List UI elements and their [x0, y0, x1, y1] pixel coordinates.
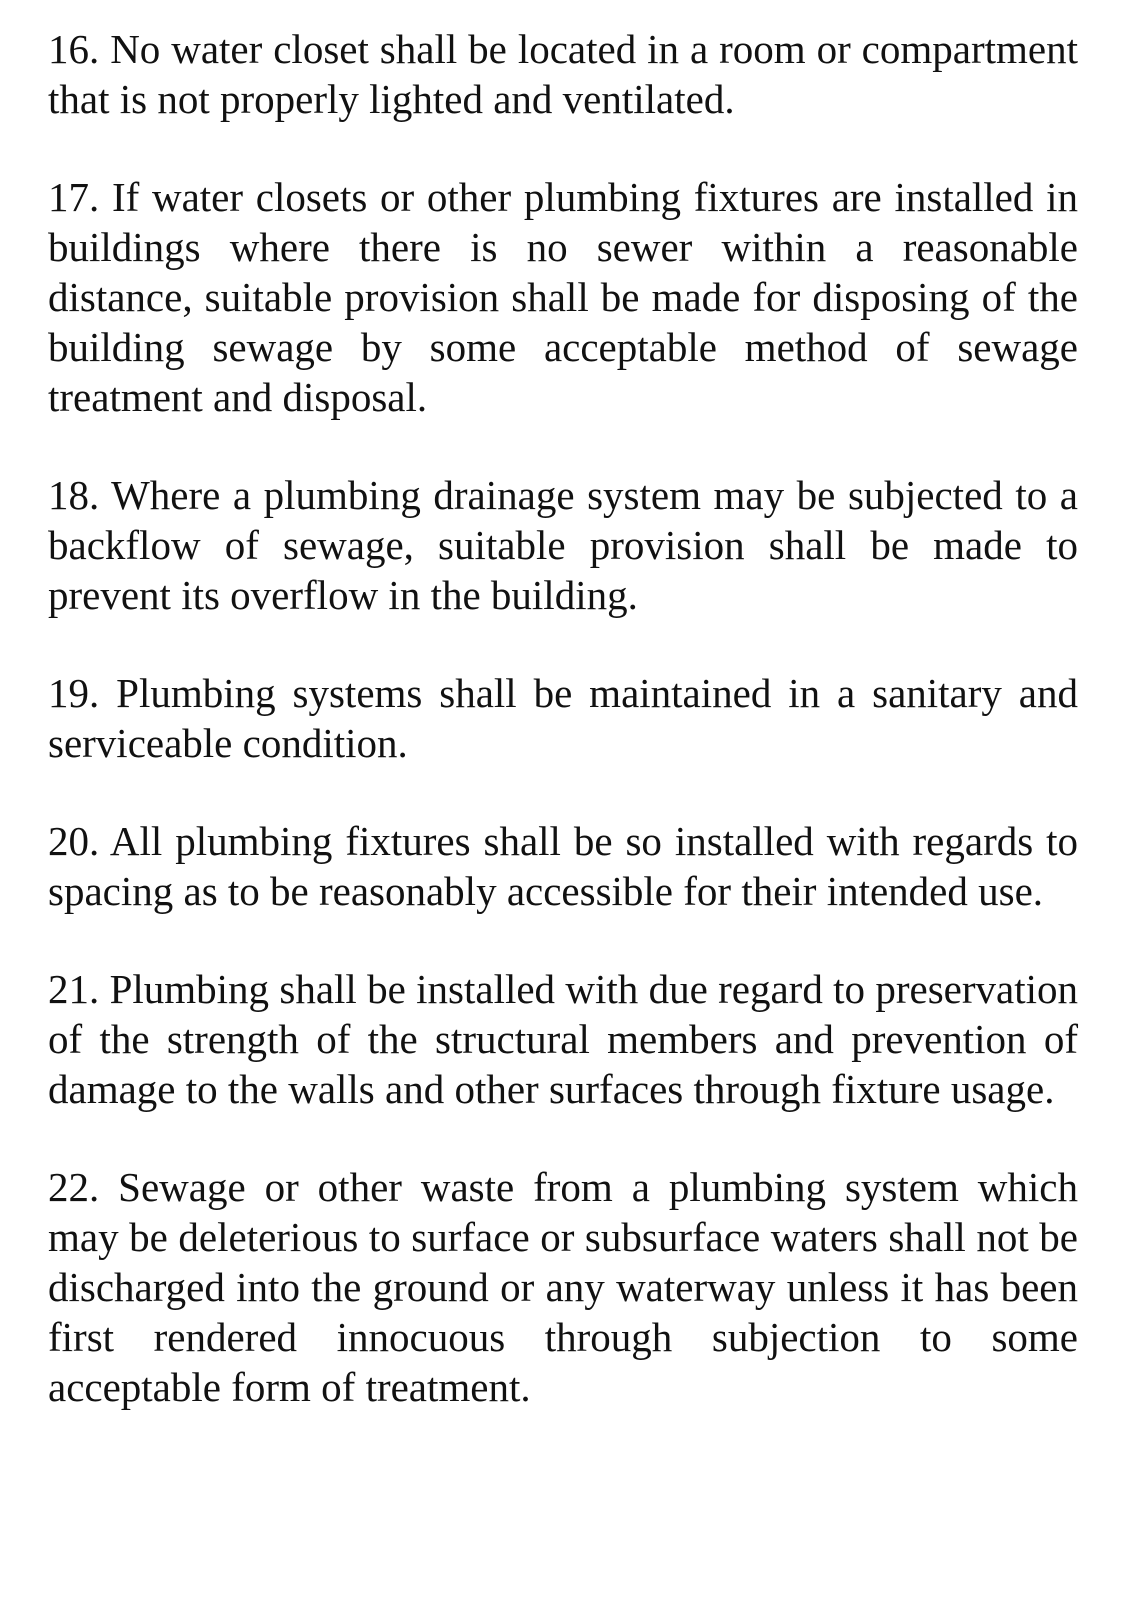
document-page [48, 24, 1078, 1412]
clause-21: 21. Plumbing shall be installed with due regard to preservation of the strength of the structural members and prevention of damage to the walls and other surfaces through fixture usage. [48, 966, 1078, 1112]
clause-22: 22. Sewage or other waste from a plumbing system which may be deleterious to surface or subsurface waters shall not be discharged into the ground or any waterway unless it has been first rendered innocuous through subjection to some acceptable form of treatment. [48, 1164, 1078, 1410]
clause-18: 18. Where a plumbing drainage system may be subjected to a backflow of sewage, suitable provision shall be made to prevent its overflow in the building. [48, 472, 1078, 618]
clause-19: 19. Plumbing systems shall be maintained in a sanitary and serviceable condition. [48, 670, 1078, 766]
clause-16: 16. No water closet shall be located in a room or compartment that is not properly lighted and ventilated. [48, 26, 1078, 122]
clause-17: 17. If water closets or other plumbing fixtures are installed in buildings where there is no sewer within a reasonable distance, suitable provision shall be made for disposing of the building sewage by some acceptable method of sewage treatment and disposal. [48, 174, 1078, 420]
clause-20: 20. All plumbing fixtures shall be so installed with regards to spacing as to be reasonably accessible for their intended use. [48, 818, 1078, 914]
